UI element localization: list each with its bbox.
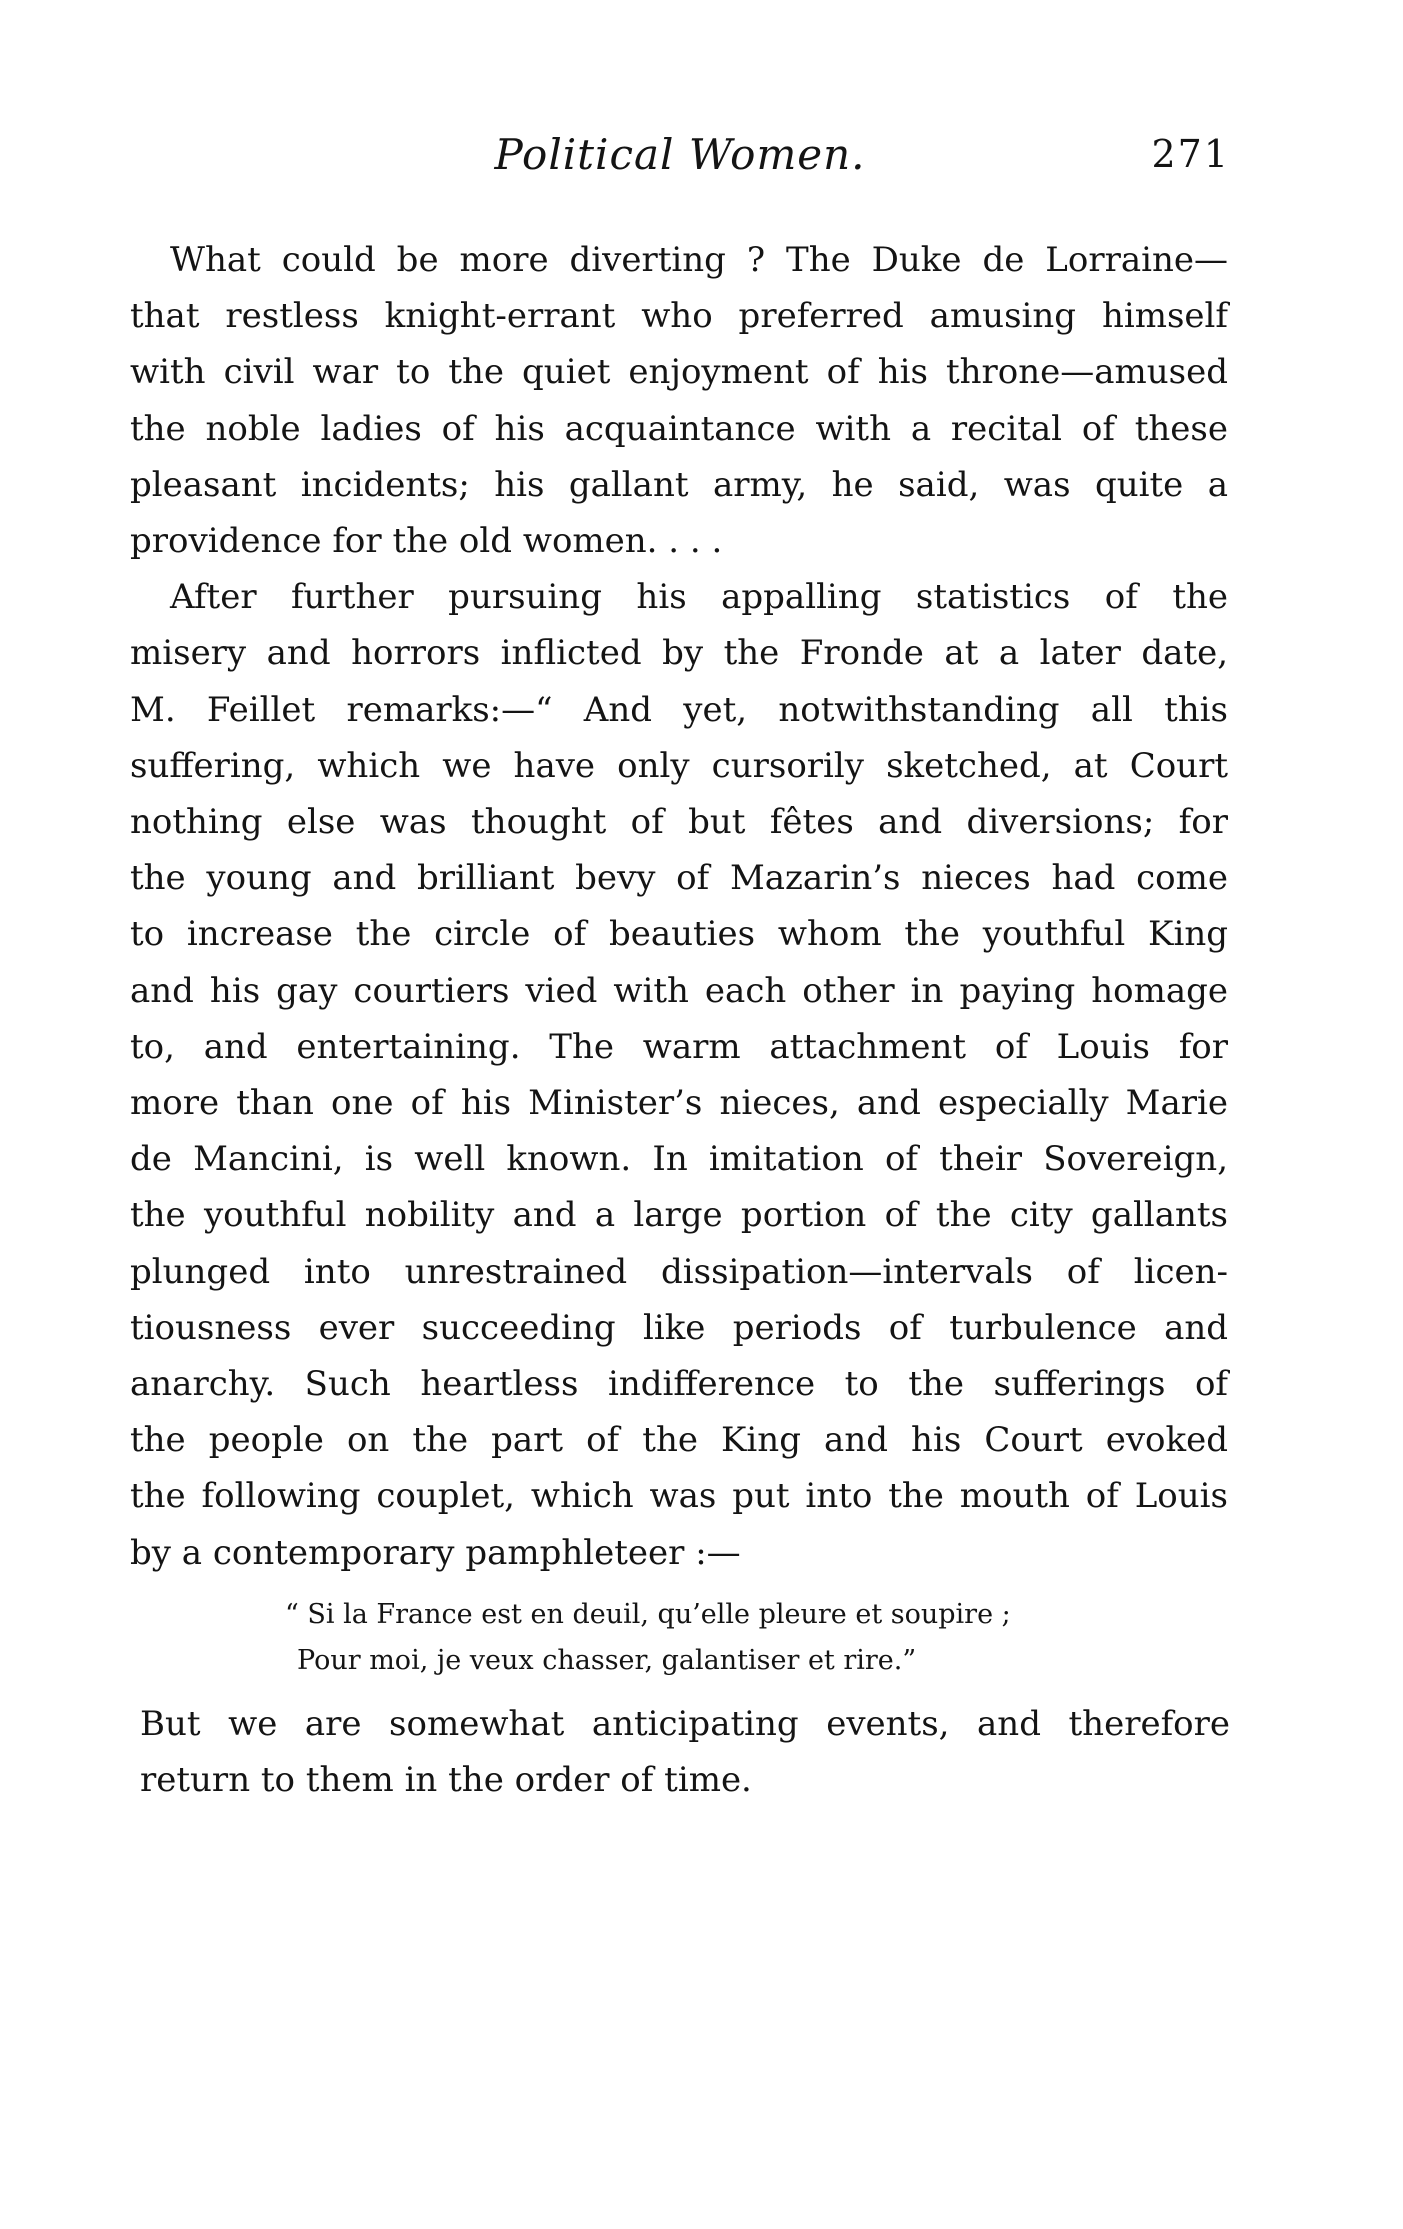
text-line: the people on the part of the King and his Court evoked: [130, 1420, 1228, 1461]
running-title: Political Women.: [494, 130, 866, 179]
verse-line-1: “ Si la France est en deuil, qu’elle pleure et soupire ;: [285, 1599, 1011, 1630]
page-number: 271: [1151, 132, 1230, 176]
text-line: by a contemporary pamphleteer :—: [130, 1532, 741, 1573]
text-line: M. Feillet remarks:—“ And yet, notwithstanding all this: [130, 689, 1228, 730]
text-line: pleasant incidents; his gallant army, he said, was quite a: [130, 464, 1228, 505]
verse-line-2: Pour moi, je veux chasser, galantiser et rire.”: [297, 1645, 917, 1676]
text-line: and his gay courtiers vied with each other in paying homage: [130, 970, 1228, 1011]
text-line: that restless knight-errant who preferred amusing himself: [130, 296, 1228, 337]
text-line: de Mancini, is well known. In imitation of their Sovereign,: [130, 1139, 1228, 1180]
paragraph-1: [130, 232, 1228, 569]
text-line: misery and horrors inflicted by the Fronde at a later date,: [130, 633, 1228, 674]
text-line: return to them in the order of time.: [140, 1760, 752, 1800]
text-line: the young and brilliant bevy of Mazarin’s nieces had come: [130, 858, 1228, 899]
paragraph-3: [140, 1696, 1230, 1808]
text-line: the youthful nobility and a large portion of the city gallants: [130, 1195, 1228, 1236]
text-line: What could be more diverting ? The Duke de Lorraine—: [170, 240, 1228, 280]
text-line: the noble ladies of his acquaintance with a recital of these: [130, 408, 1228, 449]
text-line: the following couplet, which was put into the mouth of Louis: [130, 1476, 1228, 1517]
text-line: more than one of his Minister’s nieces, and especially Marie: [130, 1083, 1228, 1124]
body-text: [130, 232, 1228, 1581]
text-line: anarchy. Such heartless indifference to the sufferings of: [130, 1364, 1228, 1405]
text-line: After further pursuing his appalling statistics of the: [170, 577, 1228, 618]
paragraph-2: [130, 569, 1228, 1581]
text-line: But we are somewhat anticipating events, and therefore: [140, 1704, 1230, 1744]
running-head: [130, 130, 1230, 186]
verse-quotation: [285, 1592, 1185, 1684]
text-line: to, and entertaining. The warm attachment of Louis for: [130, 1026, 1228, 1067]
text-line: nothing else was thought of but fêtes and diversions; for: [130, 802, 1228, 843]
text-line: to increase the circle of beauties whom the youthful King: [130, 914, 1228, 955]
text-line: suffering, which we have only cursorily sketched, at Court: [130, 745, 1228, 786]
text-line: plunged into unrestrained dissipation—intervals of licen-: [130, 1251, 1228, 1292]
text-line: providence for the old women. . . .: [130, 521, 723, 562]
text-line: with civil war to the quiet enjoyment of his throne—amused: [130, 352, 1228, 393]
text-line: tiousness ever succeeding like periods of turbulence and: [130, 1307, 1228, 1348]
